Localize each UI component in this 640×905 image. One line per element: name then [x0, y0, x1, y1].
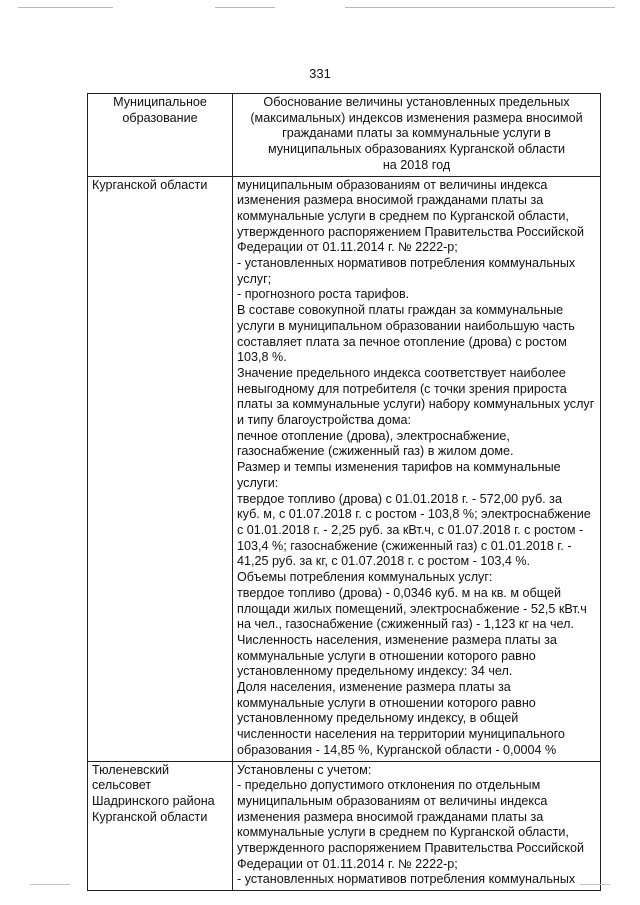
municipality-line: Тюленевский	[92, 762, 170, 777]
text-line: составляет плата за печное отопление (дрова) с ростом	[237, 334, 567, 349]
text-line: коммунальные услуги в отношении которого равно	[237, 695, 536, 710]
header-justification-line: муниципальных образованиях Курганской области	[267, 142, 566, 157]
text-line: коммунальные услуги в среднем по Курганской области,	[237, 208, 569, 223]
justification-table	[87, 93, 601, 891]
header-justification-line: гражданами платы за коммунальные услуги в	[282, 126, 551, 141]
scan-artifact-top-left	[18, 7, 113, 8]
text-line: муниципальным образованиям от величины индекса	[237, 177, 548, 192]
table-header-row	[88, 94, 601, 177]
municipality-line: Шадринского района	[92, 793, 215, 808]
text-line: образования - 14,85 %, Курганской области - 0,0004 %	[237, 742, 557, 757]
municipality-cell	[88, 176, 233, 761]
justification-cell	[233, 761, 601, 891]
text-line: услуги:	[237, 475, 279, 490]
scan-artifact-bottom-right	[580, 884, 610, 885]
text-line: установленному предельному индексу: 34 чел.	[237, 664, 513, 679]
text-line: твердое топливо (дрова) с 01.01.2018 г. - 572,00 руб. за	[237, 491, 562, 506]
header-municipality-line: образование	[122, 110, 198, 125]
municipality-cell	[88, 761, 233, 891]
municipality-line: Курганской области	[92, 809, 208, 824]
text-line: газоснабжение (сжиженный газ) в жилом доме.	[237, 444, 514, 459]
text-line: Численность населения, изменение размера платы за	[237, 632, 557, 647]
header-municipality-line: Муниципальное	[113, 95, 207, 109]
text-line: установленному предельному индексу, в общей	[237, 711, 519, 726]
text-line: изменения размера вносимой гражданами платы за	[237, 809, 544, 824]
text-line: утвержденного распоряжением Правительства Российской	[237, 841, 585, 856]
text-line: площади жилых помещений, электроснабжение - 52,5 кВт.ч	[237, 601, 587, 616]
scan-artifact-bottom-left	[30, 884, 70, 885]
scan-artifact-top-right	[345, 7, 615, 8]
text-line: 103,8 %.	[237, 350, 287, 365]
page-number: 331	[309, 66, 331, 81]
text-line: услуг;	[237, 271, 272, 286]
text-line: Федерации от 01.11.2014 г. № 2222-р;	[237, 856, 458, 871]
text-line: 103,4 %; газоснабжение (сжиженный газ) с 01.01.2018 г. -	[237, 538, 572, 553]
text-line: на чел., газоснабжение (сжиженный газ) - 1,123 кг на чел.	[237, 617, 574, 632]
text-line: и типу благоустройства дома:	[237, 413, 412, 428]
text-line: платы за коммунальные услуги) набору коммунальных услуг	[237, 397, 595, 412]
text-line: невыгодному для потребителя (с точки зрения прироста	[237, 381, 567, 396]
municipality-line: Курганской области	[92, 177, 208, 192]
header-justification-line: (максимальных) индексов изменения размера вносимой	[250, 110, 583, 125]
text-line: 41,25 руб. за кг, с 01.07.2018 г. с ростом - 103,4 %.	[237, 554, 531, 569]
text-line: изменения размера вносимой гражданами платы за	[237, 193, 544, 208]
text-line: В составе совокупной платы граждан за коммунальные	[237, 303, 564, 318]
text-line: муниципальным образованиям от величины индекса	[237, 793, 548, 808]
text-line: Объемы потребления коммунальных услуг:	[237, 570, 493, 585]
header-justification-line: Обоснование величины установленных предельных	[263, 95, 570, 109]
justification-cell	[233, 176, 601, 761]
text-line: услуги в муниципальном образовании наибольшую часть	[237, 318, 575, 333]
text-line: твердое топливо (дрова) - 0,0346 куб. м на кв. м общей	[237, 585, 562, 600]
scan-artifact-top-middle	[215, 7, 275, 8]
table-row	[88, 176, 601, 761]
text-line: - прогнозного роста тарифов.	[237, 287, 410, 302]
text-line: куб. м, с 01.07.2018 г. с ростом - 103,8 %; электроснабжение	[237, 507, 591, 522]
text-line: коммунальные услуги в среднем по Курганской области,	[237, 825, 569, 840]
table-row	[88, 761, 601, 891]
municipality-line: сельсовет	[92, 778, 152, 793]
text-line: Доля населения, изменение размера платы за	[237, 680, 511, 695]
text-line: Значение предельного индекса соответствует наиболее	[237, 365, 566, 380]
header-municipality	[88, 94, 233, 177]
text-line: печное отопление (дрова), электроснабжение,	[237, 428, 510, 443]
text-line: утвержденного распоряжением Правительства Российской	[237, 224, 585, 239]
text-line: коммунальные услуги в отношении которого равно	[237, 648, 536, 663]
header-justification-line: на 2018 год	[382, 157, 451, 172]
text-line: Установлены с учетом:	[237, 762, 372, 777]
text-line: численности населения на территории муниципального	[237, 727, 565, 742]
text-line: Размер и темпы изменения тарифов на коммунальные	[237, 460, 561, 475]
text-line: - установленных нормативов потребления коммунальных	[237, 256, 576, 271]
text-line: - установленных нормативов потребления коммунальных	[237, 872, 576, 887]
text-line: Федерации от 01.11.2014 г. № 2222-р;	[237, 240, 458, 255]
text-line: - предельно допустимого отклонения по отдельным	[237, 778, 541, 793]
text-line: с 01.01.2018 г. - 2,25 руб. за кВт.ч, с 01.07.2018 г. с ростом -	[237, 522, 584, 537]
header-justification	[233, 94, 601, 177]
